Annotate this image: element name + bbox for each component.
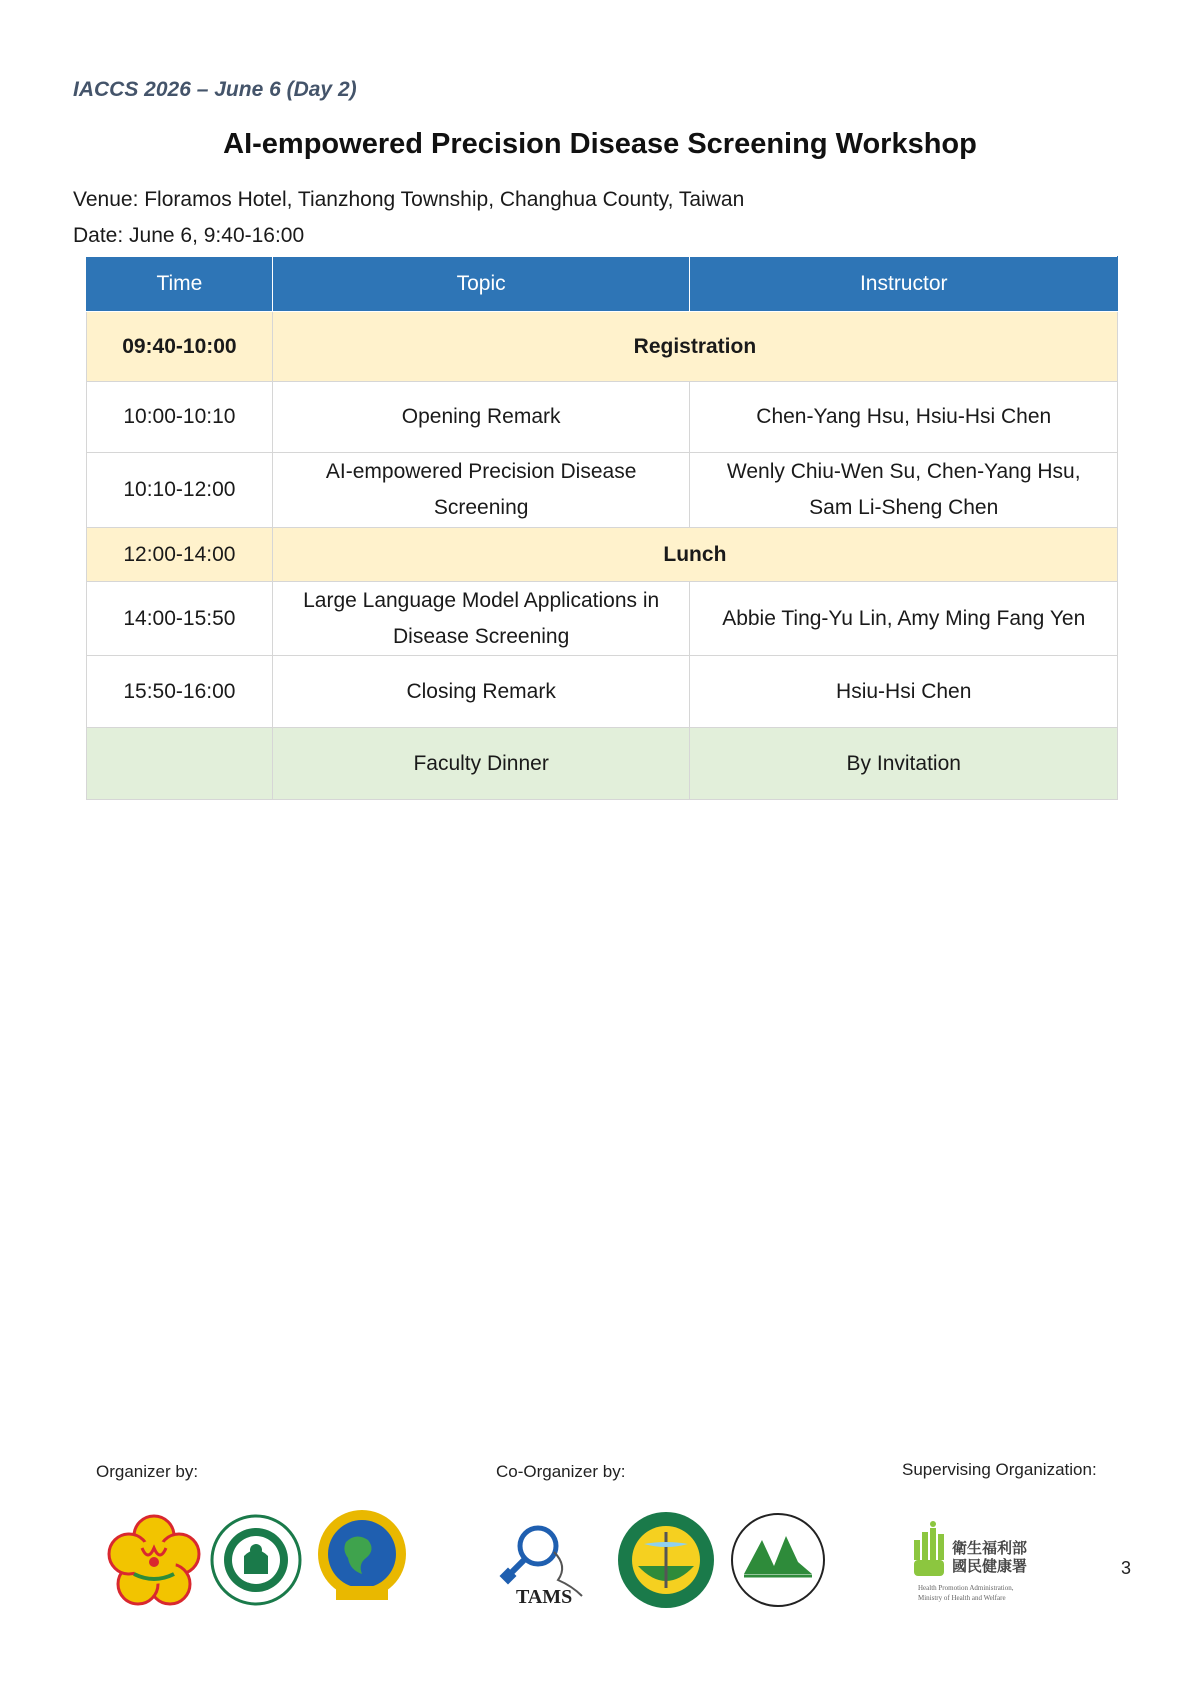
hpa-english-line2: Ministry of Health and Welfare	[918, 1594, 1006, 1602]
table-row	[87, 382, 1118, 453]
table-row	[87, 656, 1118, 728]
coorganizer-label: Co-Organizer by:	[496, 1462, 626, 1481]
schedule-table	[86, 256, 1118, 800]
time-cell: 09:40-10:00	[87, 312, 273, 382]
hpa-chinese-line1: 衛生福利部	[952, 1540, 1028, 1557]
table-header-row	[87, 257, 1118, 312]
topic-cell: Faculty Dinner	[272, 728, 690, 800]
time-cell: 10:10-12:00	[87, 453, 273, 528]
table-row	[87, 453, 1118, 528]
time-cell: 14:00-15:50	[87, 582, 273, 656]
footer-logos	[86, 1460, 1136, 1620]
instructor-cell: Chen-Yang Hsu, Hsiu-Hsi Chen	[690, 382, 1118, 453]
page-title: AI-empowered Precision Disease Screening Workshop	[223, 128, 977, 160]
time-cell	[87, 728, 273, 800]
table-row	[87, 582, 1118, 656]
table-row	[87, 528, 1118, 582]
merged-cell: Registration	[272, 312, 1117, 382]
event-header: IACCS 2026 – June 6 (Day 2)	[73, 78, 357, 101]
header-time: Time	[87, 257, 273, 312]
table-row	[87, 728, 1118, 800]
organizer-label: Organizer by:	[96, 1462, 199, 1481]
time-cell: 10:00-10:10	[87, 382, 273, 453]
topic-cell: Large Language Model Applications in Disease Screening	[272, 582, 690, 656]
hpa-chinese-line2: 國民健康署	[952, 1558, 1028, 1575]
table-row	[87, 312, 1118, 382]
instructor-cell: Abbie Ting-Yu Lin, Amy Ming Fang Yen	[690, 582, 1118, 656]
time-cell: 12:00-14:00	[87, 528, 273, 582]
header-instructor: Instructor	[690, 257, 1118, 312]
changhua-medical-association-logo	[616, 1510, 716, 1610]
time-cell: 15:50-16:00	[87, 656, 273, 728]
clinic-association-logo	[728, 1510, 828, 1610]
plum-blossom-logo	[106, 1514, 202, 1610]
instructor-cell: By Invitation	[690, 728, 1118, 800]
header-topic: Topic	[272, 257, 690, 312]
topic-cell: Closing Remark	[272, 656, 690, 728]
instructor-cell: Wenly Chiu-Wen Su, Chen-Yang Hsu, Sam Li-Sheng Chen	[690, 453, 1118, 528]
supervising-label: Supervising Organization:	[902, 1460, 1097, 1479]
tams-text: TAMS	[516, 1586, 573, 1608]
topic-cell: AI-empowered Precision Disease Screening	[272, 453, 690, 528]
medical-foundation-logo	[210, 1514, 302, 1606]
hpa-logo-mark	[912, 1520, 950, 1580]
iaccs-globe-logo	[312, 1506, 412, 1606]
venue-line: Venue: Floramos Hotel, Tianzhong Township, Changhua County, Taiwan	[73, 188, 745, 211]
merged-cell: Lunch	[272, 528, 1117, 582]
topic-cell: Opening Remark	[272, 382, 690, 453]
hpa-english-line1: Health Promotion Administration,	[918, 1584, 1014, 1592]
page-number: 3	[1121, 1558, 1132, 1578]
date-line: Date: June 6, 9:40-16:00	[73, 224, 305, 247]
instructor-cell: Hsiu-Hsi Chen	[690, 656, 1118, 728]
